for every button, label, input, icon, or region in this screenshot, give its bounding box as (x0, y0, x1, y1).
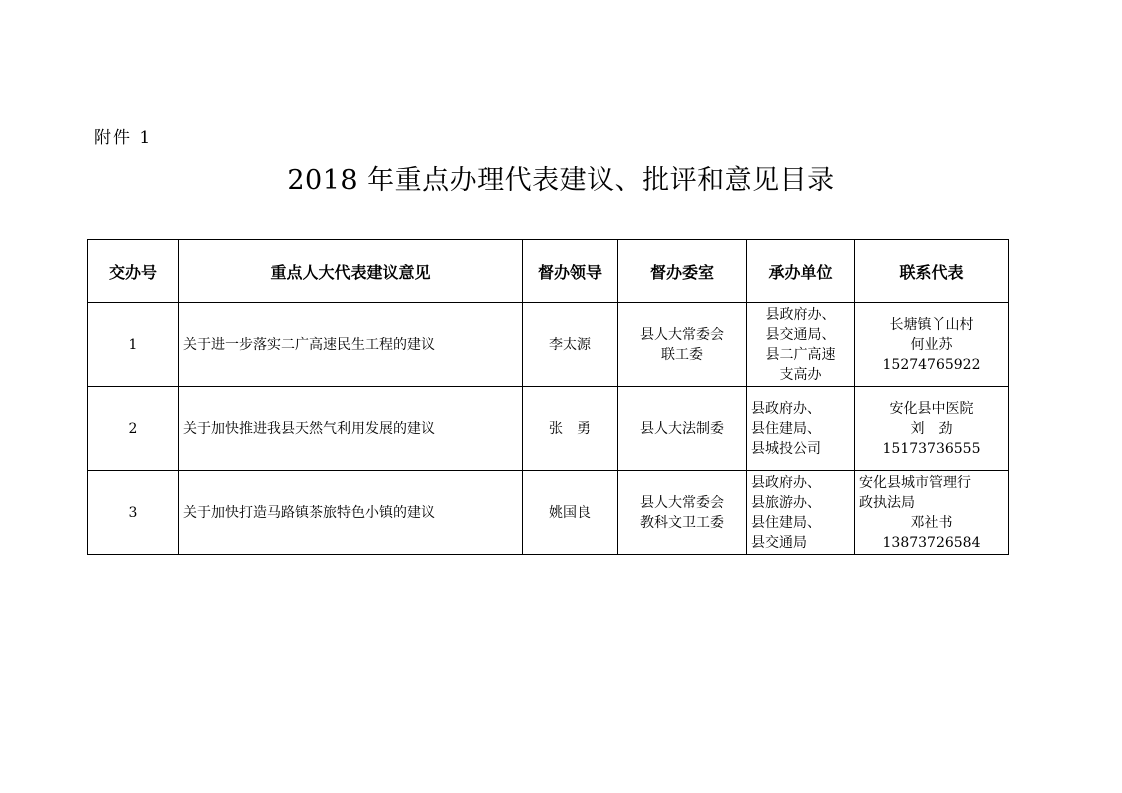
row-contact (855, 303, 1009, 387)
row-contact (855, 471, 1009, 555)
row-committee (618, 471, 747, 555)
unit-line: 县旅游办、 (751, 494, 821, 511)
committee-line: 教科文卫工委 (640, 514, 724, 531)
contact-line: 长塘镇丫山村 (889, 316, 974, 333)
contact-line: 安化县城市管理行 (859, 474, 971, 491)
table-header-row (88, 240, 1009, 303)
row-suggestion: 关于加快推进我县天然气利用发展的建议 (179, 387, 523, 471)
unit-line: 支高办 (779, 366, 822, 383)
contact-line: 15274765922 (882, 356, 981, 373)
unit-line: 县交通局、 (765, 326, 836, 343)
contact-line: 13873726584 (882, 534, 981, 551)
header-leader: 督办领导 (523, 240, 618, 303)
row-suggestion: 关于加快打造马路镇茶旅特色小镇的建议 (179, 471, 523, 555)
committee-line: 联工委 (661, 346, 703, 363)
row-number: 1 (88, 303, 179, 387)
row-contact (855, 387, 1009, 471)
row-units (747, 303, 855, 387)
header-number: 交办号 (88, 240, 179, 303)
suggestions-table (87, 239, 1009, 555)
row-units (747, 471, 855, 555)
contact-line: 政执法局 (859, 494, 915, 511)
contact-line: 刘 劲 (910, 420, 953, 437)
contact-line: 邓社书 (910, 514, 953, 531)
row-committee (618, 303, 747, 387)
unit-line: 县政府办、 (751, 400, 821, 417)
page-title: 2018 年重点办理代表建议、批评和意见目录 (287, 165, 835, 196)
table-row (88, 471, 1009, 555)
contact-line: 15173736555 (882, 440, 981, 457)
row-leader: 姚国良 (523, 471, 618, 555)
unit-line: 县住建局、 (751, 420, 821, 437)
unit-line: 县住建局、 (751, 514, 821, 531)
table-row (88, 387, 1009, 471)
header-units: 承办单位 (747, 240, 855, 303)
attachment-label: 附件 1 (94, 128, 153, 148)
contact-line: 安化县中医院 (889, 400, 974, 417)
row-committee (618, 387, 747, 471)
header-contact: 联系代表 (855, 240, 1009, 303)
committee-line: 县人大常委会 (640, 326, 724, 343)
unit-line: 县城投公司 (751, 440, 821, 457)
row-number: 3 (88, 471, 179, 555)
table-row (88, 303, 1009, 387)
unit-line: 县交通局 (751, 534, 807, 551)
contact-line: 何业苏 (910, 336, 953, 353)
row-number: 2 (88, 387, 179, 471)
unit-line: 县政府办、 (765, 306, 836, 323)
unit-line: 县二广高速 (765, 346, 836, 363)
row-leader: 李太源 (523, 303, 618, 387)
committee-line: 县人大常委会 (640, 494, 724, 511)
committee-line: 县人大法制委 (640, 420, 724, 437)
row-units (747, 387, 855, 471)
unit-line: 县政府办、 (751, 474, 821, 491)
header-committee: 督办委室 (618, 240, 747, 303)
row-suggestion: 关于进一步落实二广高速民生工程的建议 (179, 303, 523, 387)
row-leader: 张 勇 (523, 387, 618, 471)
header-suggestion: 重点人大代表建议意见 (179, 240, 523, 303)
